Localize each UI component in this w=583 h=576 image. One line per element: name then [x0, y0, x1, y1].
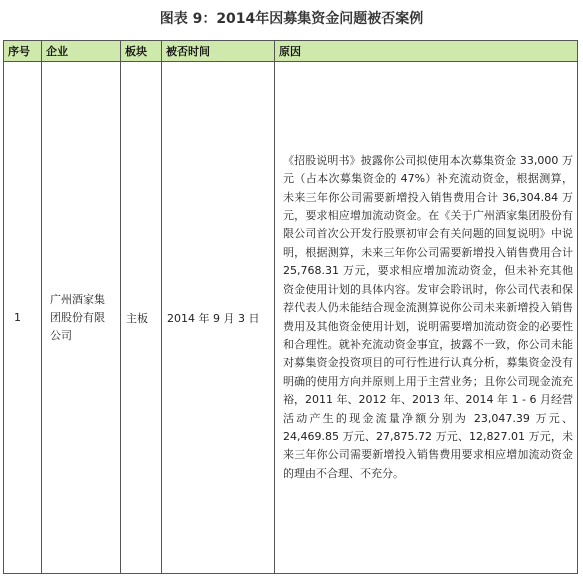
cell-time: 2014 年 9 月 3 日: [162, 62, 275, 574]
header-board: 板块: [121, 41, 162, 62]
header-time: 被否时间: [162, 41, 275, 62]
header-company: 企业: [42, 41, 121, 62]
cell-reason: 《招股说明书》披露你公司拟使用本次募集资金 33,000 万元（占本次募集资金的 47%）补充流动资金，根据测算，未来三年你公司需要新增投入销售费用合计 36,304.84 万元，要求相应增加流动资金。在《关于广州酒家集团股份有限公司首次公开发行股票初审会有关问题的回复说明》中说明，根据测算，未来三年你公司需要新增投入销售费用合计 25,768.31 万元，要求相应增加流动资金，但未补充其他资金使用计划的具体内容。发审会聆讯时，你公司代表和保荐代表人仍未能结合现金流测算说你公司未来新增投入销售费用及其他资金使用计划，说明需要增加流动资金的必要性和合理性。就补充流动资金事宜，披露不一致，你公司未能对募集资金投资项目的可行性进行认真分析，募集资金没有明确的使用方向并原则上用于主营业务；且你公司现金流充裕，2011 年、2012 年、2013 年、2014 年 1 - 6 月经营活动产生的现金流量净额分别为 23,047.39 万元、24,469.85 万元、27,875.72 万元、12,827.01 万元，未来三年你公司需要新增投入销售费用要求相应增加流动资金的理由不合理、不充分。: [275, 62, 578, 574]
cell-index: 1: [4, 62, 42, 574]
header-index: 序号: [4, 41, 42, 62]
table-header-row: [4, 41, 578, 62]
case-table: [3, 40, 578, 574]
page-title: 图表 9：2014年因募集资金问题被否案例: [159, 11, 424, 27]
cell-company: 广州酒家集团股份有限公司: [42, 62, 121, 574]
table-row: [4, 62, 578, 574]
cell-board: 主板: [121, 62, 162, 574]
header-reason: 原因: [275, 41, 578, 62]
